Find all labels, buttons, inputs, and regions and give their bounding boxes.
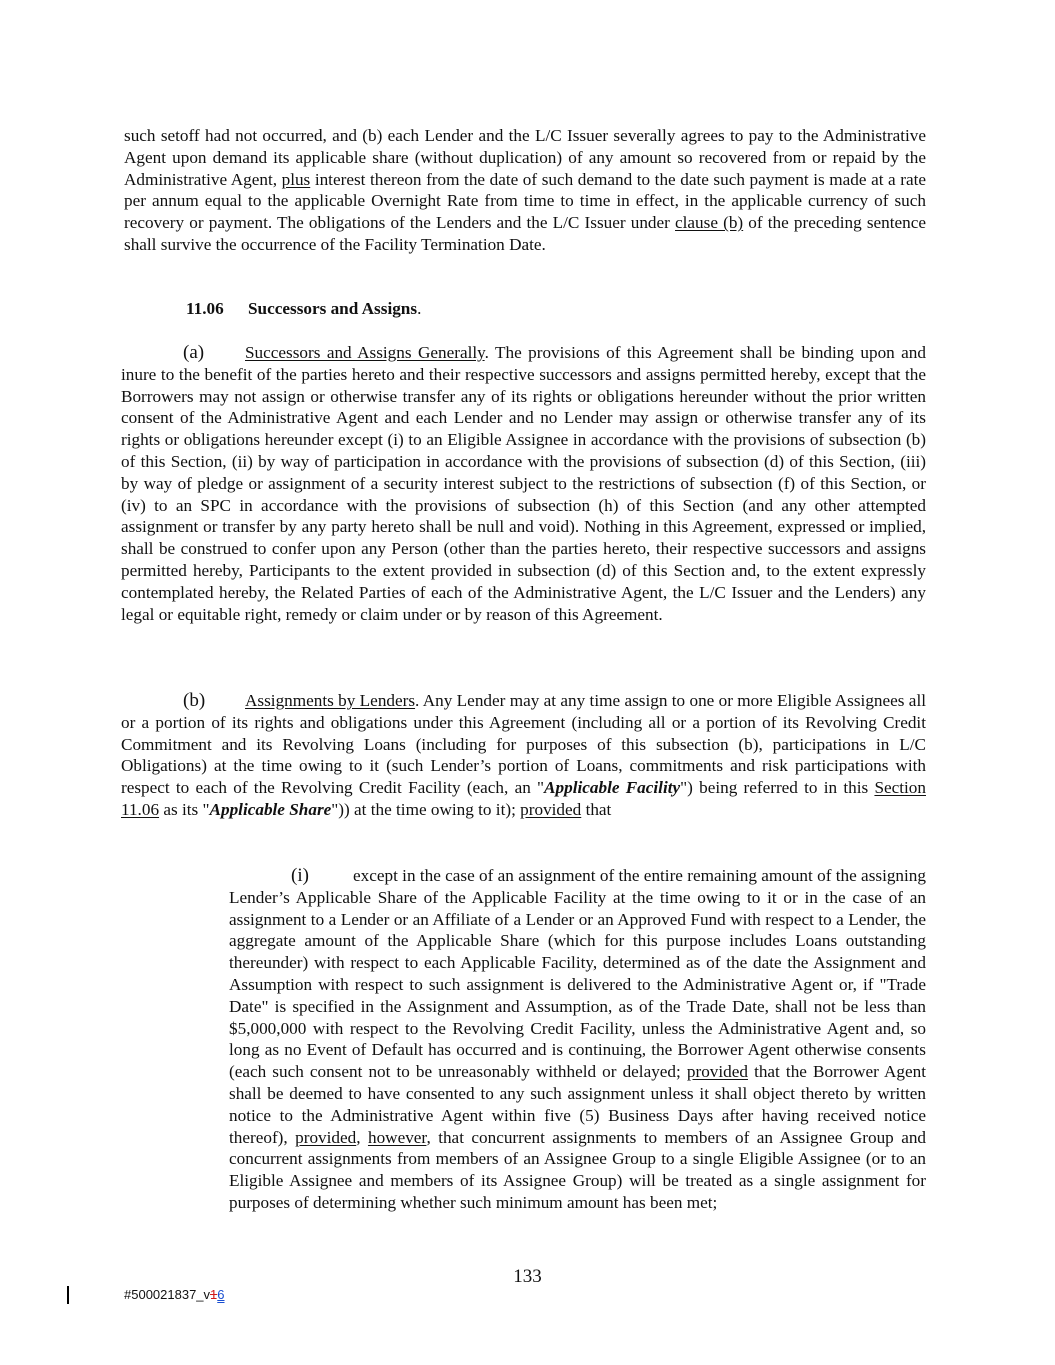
- subparagraph-i-text-3: , that concurrent assignments to members of an Assignee Group and concurrent assignments from members of an Assignee Group to a single Eligible Assignee (or to an Eligible Assignee and members of its Assignee Group) will be treated as a single assignment for purposes of determining whether such minimum amount has been met;: [229, 1127, 927, 1212]
- section-title-period: .: [417, 299, 422, 318]
- paragraph-b-heading: Assignments by Lenders: [245, 691, 416, 710]
- paragraph-b-text-5: that: [581, 799, 612, 819]
- provided-term-1: provided: [686, 1062, 748, 1082]
- paragraph-a-heading: Successors and Assigns Generally: [245, 343, 485, 362]
- section-heading: [186, 298, 421, 320]
- document-id: [124, 1287, 225, 1303]
- section-word-reference: Section: [874, 778, 926, 798]
- inserted-version-number: 6: [217, 1287, 225, 1302]
- revision-change-bar: [67, 1286, 69, 1304]
- paragraph-a: [121, 342, 926, 625]
- continuation-text-1: such setoff had not occurred, and (b) each Lender and the L/C Issuer severally agrees to pay to the Administrative Agent upon demand its applicable share (without duplication) of any amount so recovered from or repaid by the Administrative Agent,: [124, 126, 926, 189]
- paragraph-a-body: . The provisions of this Agreement shall be binding upon and inure to the benefit of the parties hereto and their respective successors and assigns permitted hereby, except that the Borrowers may not assign or otherwise transfer any of its rights or obligations hereunder without the prior written consent of the Administrative Agent and each Lender and no Lender may assign or otherwise transfer any of its rights or obligations hereunder except (i) to an Eligible Assignee in accordance with the provisions of subsection (b) of this Section, (ii) by way of participation in accordance with the provisions of subsection (d) of this Section, (iii) by way of pledge or assignment of a security interest subject to the restrictions of subsection (f) of this Section, or (iv) to an SPC in accordance with the provisions of subsection (h) of this Section (and any other attempted assignment or transfer by any party hereto shall be null and void). Nothing in this Agreement, expressed or implied, shall be construed to confer upon any Person (other than the parties hereto, their respective successors and assigns permitted hereby, Participants to the extent provided in subsection (d) of this Section and, to the extent expressly contemplated hereby, the Related Parties of each of the Administrative Agent, the L/C Issuer and the Lenders) any legal or equitable right, remedy or claim under or by reason of this Agreement.: [121, 343, 926, 624]
- provided-term: provided: [520, 799, 582, 819]
- subparagraph-i-text-1: except in the case of an assignment of the entire remaining amount of the assigning Lender’s Applicable Share of the Applicable Facility at the time owing to it or in the case of an assignment to a Lender or an Affiliate of a Lender or an Approved Fund with respect to a Lender, the aggregate amount of the Applicable Share (which for this purpose includes Loans outstanding thereunder) with respect to each Applicable Facility, determined as of the date the Assignment and Assumption with respect to such assignment is delivered to the Administrative Agent or, if "Trade Date" is specified in the Assignment and Assumption, as of the Trade Date, shall not be less than $5,000,000 with respect to the Revolving Credit Facility, unless the Administrative Agent and, so long as no Event of Default has occurred and is continuing, the Borrower Agent otherwise consents (each such consent not to be unreasonably withheld or delayed;: [229, 866, 926, 1082]
- provided-however-comma: ,: [356, 1127, 368, 1147]
- clause-b-reference: clause (b): [675, 213, 744, 233]
- subparagraph-i: [229, 865, 926, 1214]
- continuation-text-2: interest thereon from the date of such demand to the date such payment is made at a rate per annum equal to the applicable Overnight Rate from time to time in effect, in the applicable currency of such recovery or payment. The obligations of the Lenders and the L/C Issuer under: [124, 169, 926, 233]
- paragraph-b-text-3: as its ": [159, 799, 210, 819]
- deleted-version-number: 1: [210, 1287, 218, 1302]
- section-number-reference: 11.06: [121, 799, 160, 819]
- plus-term: plus: [281, 169, 311, 189]
- continuation-text-3: of the preceding sentence shall survive the occurrence of the Facility Termination Date.: [124, 213, 926, 254]
- subparagraph-i-text-2: that the Borrower Agent shall be deemed to have consented to any such assignment unless it shall object thereto by written notice to the Administrative Agent within five (5) Business Days after having received notice thereof),: [229, 1062, 926, 1147]
- provided-term-2: provided: [295, 1127, 357, 1147]
- section-title: Successors and Assigns: [248, 299, 418, 318]
- paragraph-b-text-2: ") being referred to in this: [680, 778, 875, 798]
- paragraph-b-label: (b): [183, 690, 206, 711]
- document-id-prefix: #500021837_v: [124, 1287, 211, 1302]
- paragraph-b-text-4: ")) at the time owing to it);: [331, 799, 521, 819]
- continuation-paragraph: [124, 125, 926, 256]
- page-number: 133: [513, 1266, 542, 1287]
- applicable-share-term: Applicable Share: [209, 799, 332, 819]
- subparagraph-i-label: (i): [291, 865, 309, 886]
- however-term: however: [367, 1127, 427, 1147]
- paragraph-b-text-1: . Any Lender may at any time assign to one or more Eligible Assignees all or a portion of its rights and obligations under this Agreement (including all or a portion of its Revolving Credit Commitment and its Revolving Loans (including for purposes of this subsection (b), participations in L/C Obligations) at the time owing to it (such Lender’s portion of Loans, commitments and risk participations with respect to each of the Revolving Credit Facility (each, an ": [121, 691, 926, 798]
- section-number: 11.06: [186, 299, 224, 318]
- applicable-facility-term: Applicable Facility: [544, 778, 681, 798]
- paragraph-b: [121, 690, 926, 821]
- paragraph-a-label: (a): [183, 342, 205, 363]
